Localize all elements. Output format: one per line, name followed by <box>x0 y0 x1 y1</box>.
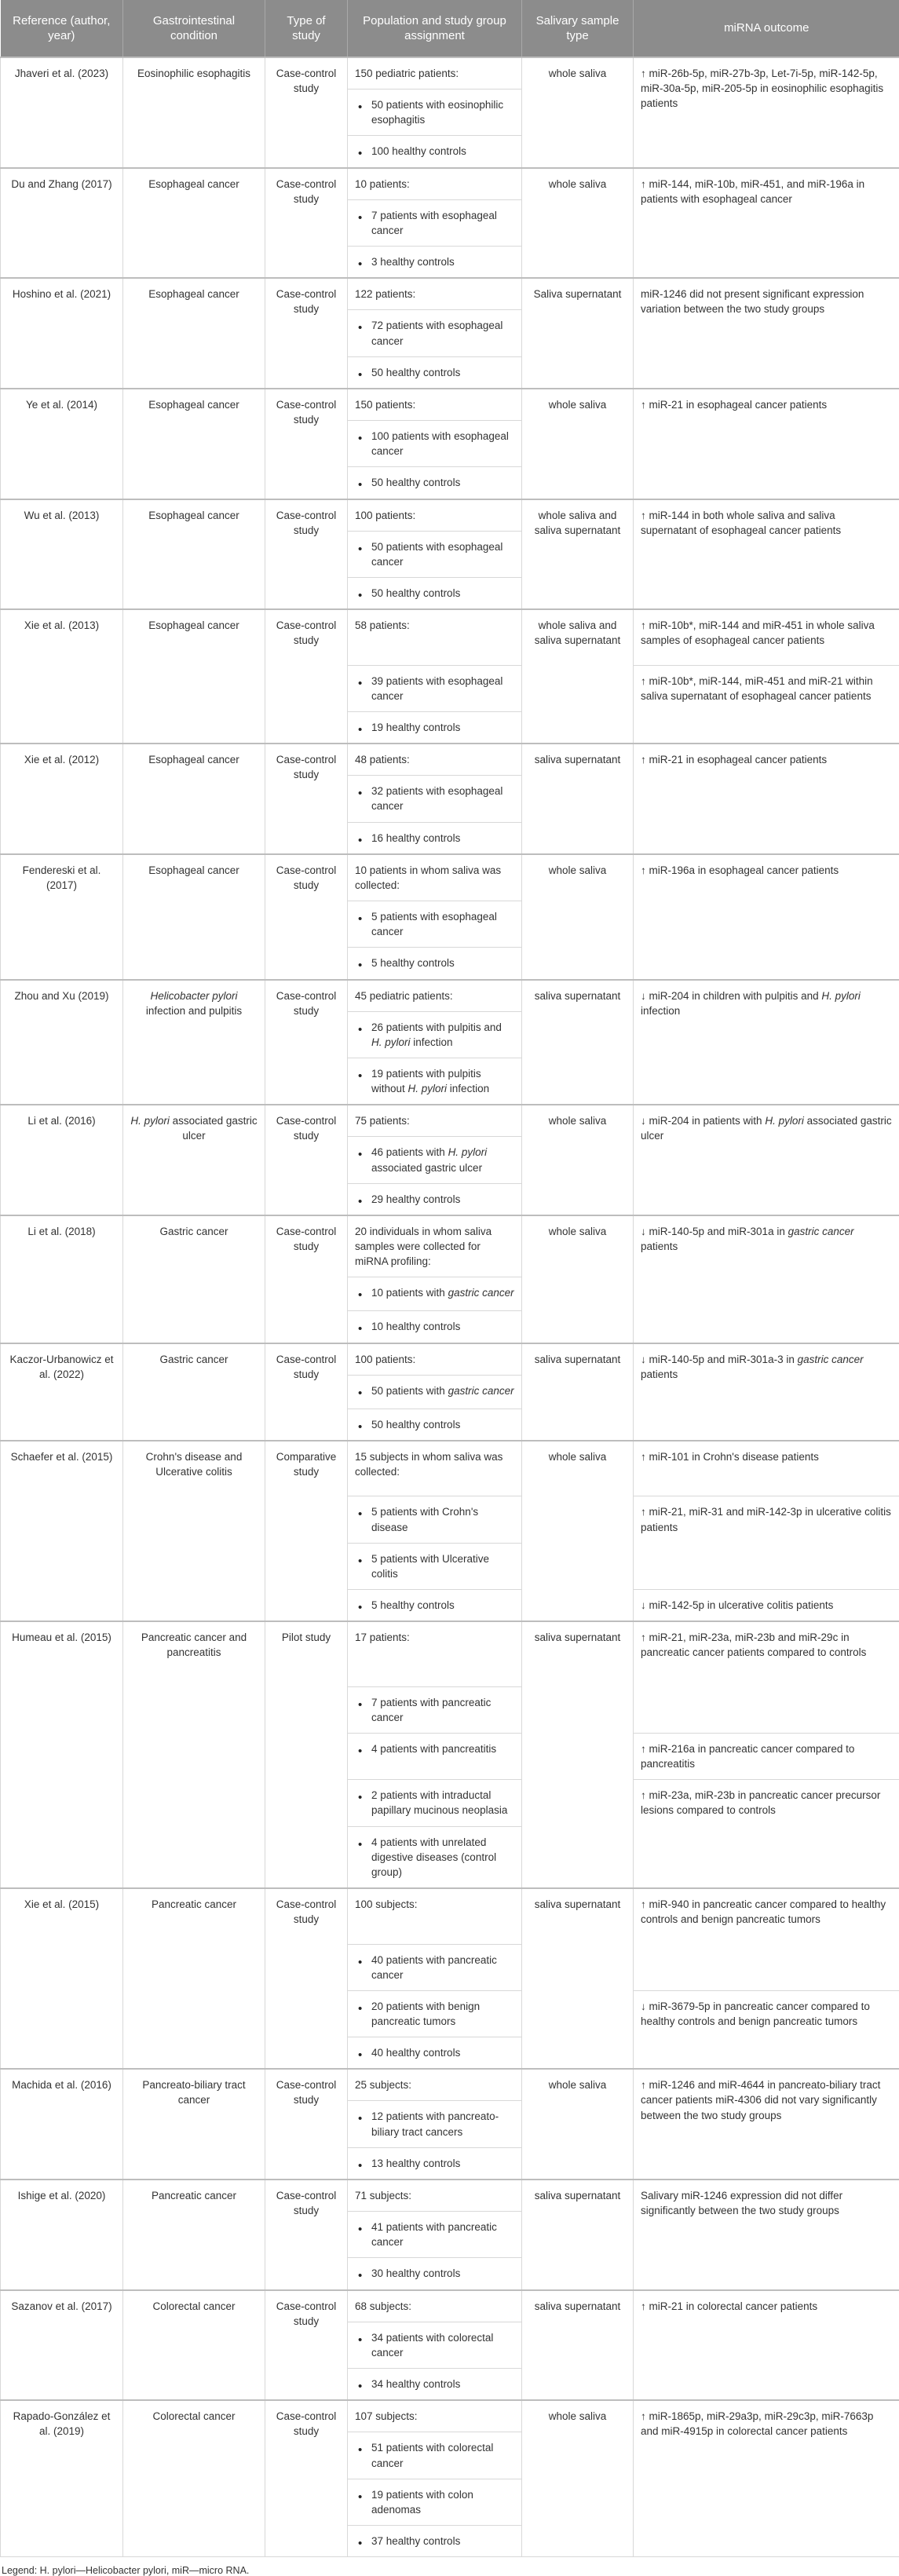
population-cell: 48 patients: <box>348 744 522 776</box>
condition-cell: Esophageal cancer <box>123 609 265 744</box>
study-type-cell: Case-control study <box>265 389 348 499</box>
outcome-cell: ↓ miR-204 in patients with H. pylori associated gastric ulcer <box>634 1105 899 1215</box>
study-type-cell: Case-control study <box>265 2180 348 2290</box>
reference-cell: Xie et al. (2012) <box>1 744 123 854</box>
table-row <box>1 1105 899 1137</box>
condition-cell: Helicobacter pylori infection and pulpitis <box>123 980 265 1105</box>
subgroup-text: • 20 patients with benign pancreatic tumors <box>371 2001 480 2027</box>
study-type-cell: Case-control study <box>265 57 348 168</box>
reference-cell: Ishige et al. (2020) <box>1 2180 123 2290</box>
condition-cell: Esophageal cancer <box>123 168 265 279</box>
study-type-cell: Case-control study <box>265 168 348 279</box>
reference-cell: Xie et al. (2015) <box>1 1888 123 2069</box>
subgroup-text: • 7 patients with esophageal cancer <box>371 210 497 236</box>
population-cell: 150 pediatric patients: <box>348 57 522 90</box>
population-subgroup <box>348 2322 522 2368</box>
population-subgroup <box>348 2258 522 2290</box>
subgroup-text: • 100 patients with esophageal cancer <box>371 430 509 457</box>
population-cell: 100 patients: <box>348 499 522 532</box>
subgroup-text: • 46 patients with H. pylori associated gastric ulcer <box>371 1146 487 1173</box>
subgroup-text: • 50 healthy controls <box>371 1419 460 1431</box>
subgroup-text: • 29 healthy controls <box>371 1193 460 1205</box>
reference-cell: Li et al. (2016) <box>1 1105 123 1215</box>
condition-cell: Colorectal cancer <box>123 2290 265 2401</box>
subgroup-text: • 50 healthy controls <box>371 587 460 599</box>
population-subgroup <box>348 2369 522 2401</box>
subgroup-text: • 26 patients with pulpitis and H. pylori infection <box>371 1021 502 1048</box>
outcome-cell: ↑ miR-21 in esophageal cancer patients <box>634 389 899 499</box>
population-subgroup <box>348 2147 522 2180</box>
population-subgroup <box>348 1375 522 1409</box>
subgroup-text: • 19 patients with colon adenomas <box>371 2489 473 2516</box>
population-subgroup <box>348 577 522 609</box>
sample-type-cell: whole saliva <box>522 389 634 499</box>
condition-cell: Eosinophilic esophagitis <box>123 57 265 168</box>
header-row <box>1 0 899 57</box>
subgroup-text: • 7 patients with pancreatic cancer <box>371 1697 491 1723</box>
subgroup-text: • 19 healthy controls <box>371 722 460 733</box>
study-type-cell: Case-control study <box>265 744 348 854</box>
population-subgroup <box>348 2037 522 2070</box>
subgroup-text: • 16 healthy controls <box>371 832 460 844</box>
condition-cell: Colorectal cancer <box>123 2400 265 2556</box>
population-cell: 17 patients: <box>348 1621 522 1686</box>
population-subgroup <box>348 948 522 980</box>
population-subgroup <box>348 901 522 948</box>
population-subgroup <box>348 1409 522 1441</box>
reference-cell: Rapado-González et al. (2019) <box>1 2400 123 2556</box>
table-row <box>1 1215 899 1277</box>
subgroup-text: • 34 patients with colorectal cancer <box>371 2332 493 2359</box>
header-sample-type: Salivary sample type <box>522 0 634 57</box>
sample-type-cell: whole saliva <box>522 2400 634 2556</box>
subgroup-text: • 5 healthy controls <box>371 957 455 969</box>
study-type-cell: Case-control study <box>265 1105 348 1215</box>
reference-cell: Jhaveri et al. (2023) <box>1 57 123 168</box>
sample-type-cell: Saliva supernatant <box>522 278 634 389</box>
population-subgroup <box>348 2432 522 2479</box>
sample-type-cell: saliva supernatant <box>522 1343 634 1441</box>
sample-type-cell: saliva supernatant <box>522 744 634 854</box>
reference-cell: Xie et al. (2013) <box>1 609 123 744</box>
table-row <box>1 2400 899 2432</box>
table-row <box>1 744 899 776</box>
header-population: Population and study group assignment <box>348 0 522 57</box>
subgroup-text: • 51 patients with colorectal cancer <box>371 2442 493 2468</box>
population-cell: 68 subjects: <box>348 2290 522 2322</box>
condition-cell: H. pylori associated gastric ulcer <box>123 1105 265 1215</box>
outcome-cell: ↓ miR-140-5p and miR-301a-3 in gastric cancer patients <box>634 1343 899 1441</box>
sample-type-cell: whole saliva <box>522 1215 634 1343</box>
subgroup-text: • 2 patients with intraductal papillary mucinous neoplasia <box>371 1789 507 1816</box>
population-subgroup <box>348 356 522 389</box>
subgroup-text: • 50 healthy controls <box>371 477 460 488</box>
outcome-cell: ↑ miR-23a, miR-23b in pancreatic cancer precursor lesions compared to controls <box>634 1780 899 1888</box>
header-reference: Reference (author, year) <box>1 0 123 57</box>
population-subgroup <box>348 776 522 822</box>
reference-cell: Sazanov et al. (2017) <box>1 2290 123 2401</box>
population-subgroup <box>348 711 522 744</box>
study-type-cell: Case-control study <box>265 1343 348 1441</box>
outcome-cell: ↑ miR-10b*, miR-144 and miR-451 in whole saliva samples of esophageal cancer patients <box>634 609 899 665</box>
sample-type-cell: whole saliva <box>522 168 634 279</box>
population-subgroup <box>348 90 522 136</box>
table-row <box>1 2180 899 2212</box>
header-study-type: Type of study <box>265 0 348 57</box>
subgroup-text: • 50 patients with eosinophilic esophagitis <box>371 99 503 126</box>
population-subgroup <box>348 1826 522 1888</box>
subgroup-text: • 34 healthy controls <box>371 2378 460 2390</box>
population-subgroup <box>348 1780 522 1826</box>
subgroup-text: • 50 healthy controls <box>371 367 460 378</box>
population-subgroup <box>348 199 522 246</box>
study-type-cell: Case-control study <box>265 2290 348 2401</box>
header-outcome: miRNA outcome <box>634 0 899 57</box>
table-row <box>1 854 899 901</box>
population-subgroup <box>348 1686 522 1733</box>
reference-cell: Schaefer et al. (2015) <box>1 1441 123 1621</box>
outcome-cell: ↑ miR-196a in esophageal cancer patients <box>634 854 899 980</box>
population-subgroup <box>348 1137 522 1183</box>
table-row <box>1 1343 899 1376</box>
outcome-cell: ↑ miR-21 in esophageal cancer patients <box>634 744 899 854</box>
population-cell: 10 patients: <box>348 168 522 200</box>
population-subgroup <box>348 1277 522 1311</box>
sample-type-cell: whole saliva <box>522 57 634 168</box>
sample-type-cell: whole saliva <box>522 854 634 980</box>
table-row <box>1 2069 899 2101</box>
table-row <box>1 609 899 665</box>
subgroup-text: • 50 patients with esophageal cancer <box>371 541 502 568</box>
sample-type-cell: whole saliva <box>522 2069 634 2180</box>
sample-type-cell: saliva supernatant <box>522 2290 634 2401</box>
subgroup-text: • 4 patients with unrelated digestive diseases (control group) <box>371 1836 496 1878</box>
study-type-cell: Case-control study <box>265 278 348 389</box>
sample-type-cell: whole saliva <box>522 1441 634 1621</box>
table-row <box>1 57 899 90</box>
subgroup-text: • 12 patients with pancreato-biliary tract cancers <box>371 2110 499 2137</box>
population-subgroup <box>348 2525 522 2556</box>
table-row <box>1 499 899 532</box>
table-row <box>1 1621 899 1686</box>
reference-cell: Hoshino et al. (2021) <box>1 278 123 389</box>
outcome-cell: Salivary miR-1246 expression did not differ significantly between the two study groups <box>634 2180 899 2290</box>
subgroup-text: • 4 patients with pancreatitis <box>371 1743 496 1755</box>
condition-cell: Gastric cancer <box>123 1215 265 1343</box>
reference-cell: Kaczor-Urbanowicz et al. (2022) <box>1 1343 123 1441</box>
population-subgroup <box>348 1311 522 1343</box>
population-subgroup <box>348 136 522 168</box>
sample-type-cell: saliva supernatant <box>522 1621 634 1888</box>
sample-type-cell: saliva supernatant <box>522 2180 634 2290</box>
study-type-cell: Case-control study <box>265 854 348 980</box>
table-row <box>1 278 899 310</box>
table-row <box>1 1888 899 1944</box>
population-cell: 45 pediatric patients: <box>348 980 522 1012</box>
population-subgroup <box>348 1058 522 1105</box>
outcome-cell: ↑ miR-1246 and miR-4644 in pancreato-biliary tract cancer patients miR-4306 did not vary significantly between the two study groups <box>634 2069 899 2180</box>
outcome-cell: ↑ miR-144 in both whole saliva and saliva supernatant of esophageal cancer patients <box>634 499 899 610</box>
reference-cell: Du and Zhang (2017) <box>1 168 123 279</box>
study-type-cell: Comparative study <box>265 1441 348 1621</box>
reference-cell: Li et al. (2018) <box>1 1215 123 1343</box>
condition-cell: Pancreato-biliary tract cancer <box>123 2069 265 2180</box>
condition-cell: Esophageal cancer <box>123 854 265 980</box>
condition-cell: Crohn's disease and Ulcerative colitis <box>123 1441 265 1621</box>
sample-type-cell: saliva supernatant <box>522 980 634 1105</box>
subgroup-text: • 32 patients with esophageal cancer <box>371 785 502 812</box>
subgroup-text: • 37 healthy controls <box>371 2535 460 2547</box>
population-cell: 15 subjects in whom saliva was collected: <box>348 1441 522 1496</box>
population-subgroup <box>348 421 522 467</box>
population-subgroup <box>348 1733 522 1779</box>
population-subgroup <box>348 247 522 279</box>
study-type-cell: Case-control study <box>265 1215 348 1343</box>
subgroup-text: • 40 patients with pancreatic cancer <box>371 1954 497 1981</box>
population-subgroup <box>348 665 522 711</box>
condition-cell: Pancreatic cancer <box>123 2180 265 2290</box>
outcome-cell: ↓ miR-3679-5p in pancreatic cancer compared to healthy controls and benign pancreatic tumors <box>634 1990 899 2069</box>
subgroup-text: • 10 healthy controls <box>371 1321 460 1332</box>
study-type-cell: Case-control study <box>265 2069 348 2180</box>
condition-cell: Esophageal cancer <box>123 389 265 499</box>
population-subgroup <box>348 1589 522 1621</box>
population-cell: 71 subjects: <box>348 2180 522 2212</box>
subgroup-text: • 19 patients with pulpitis without H. pylori infection <box>371 1068 489 1094</box>
outcome-cell: ↑ miR-101 in Crohn's disease patients <box>634 1441 899 1496</box>
table-body <box>1 57 899 2557</box>
outcome-cell: ↑ miR-10b*, miR-144, miR-451 and miR-21 within saliva supernatant of esophageal cancer patients <box>634 665 899 744</box>
population-subgroup <box>348 1944 522 1990</box>
sample-type-cell: saliva supernatant <box>522 1888 634 2069</box>
condition-cell: Pancreatic cancer <box>123 1888 265 2069</box>
population-subgroup <box>348 822 522 854</box>
population-subgroup <box>348 1543 522 1589</box>
condition-cell: Gastric cancer <box>123 1343 265 1441</box>
subgroup-text: • 5 patients with Crohn's disease <box>371 1506 478 1533</box>
reference-cell: Ye et al. (2014) <box>1 389 123 499</box>
outcome-cell: ↑ miR-216a in pancreatic cancer compared to pancreatitis <box>634 1733 899 1779</box>
table-row <box>1 980 899 1012</box>
study-type-cell: Case-control study <box>265 499 348 610</box>
reference-cell: Wu et al. (2013) <box>1 499 123 610</box>
subgroup-text: • 41 patients with pancreatic cancer <box>371 2221 497 2248</box>
condition-cell: Pancreatic cancer and pancreatitis <box>123 1621 265 1888</box>
subgroup-text: • 5 patients with Ulcerative colitis <box>371 1553 489 1580</box>
outcome-cell: ↑ miR-1865p, miR-29a3p, miR-29c3p, miR-7663p and miR-4915p in colorectal cancer patients <box>634 2400 899 2556</box>
population-subgroup <box>348 2101 522 2147</box>
reference-cell: Fendereski et al. (2017) <box>1 854 123 980</box>
outcome-cell: ↑ miR-940 in pancreatic cancer compared to healthy controls and benign pancreatic tumors <box>634 1888 899 1990</box>
subgroup-text: • 3 healthy controls <box>371 256 455 268</box>
reference-cell: Humeau et al. (2015) <box>1 1621 123 1888</box>
subgroup-text: • 30 healthy controls <box>371 2267 460 2279</box>
population-subgroup <box>348 2212 522 2258</box>
population-cell: 25 subjects: <box>348 2069 522 2101</box>
population-subgroup <box>348 1496 522 1543</box>
population-cell: 75 patients: <box>348 1105 522 1137</box>
subgroup-text: • 5 healthy controls <box>371 1599 455 1611</box>
study-type-cell: Case-control study <box>265 980 348 1105</box>
population-subgroup <box>348 467 522 499</box>
population-cell: 100 patients: <box>348 1343 522 1376</box>
condition-cell: Esophageal cancer <box>123 278 265 389</box>
subgroup-text: • 10 patients with gastric cancer <box>371 1287 514 1299</box>
subgroup-text: • 5 patients with esophageal cancer <box>371 911 497 937</box>
population-cell: 107 subjects: <box>348 2400 522 2432</box>
outcome-cell: ↑ miR-21 in colorectal cancer patients <box>634 2290 899 2401</box>
sample-type-cell: whole saliva and saliva supernatant <box>522 609 634 744</box>
table-row <box>1 389 899 421</box>
subgroup-text: • 39 patients with esophageal cancer <box>371 675 502 702</box>
population-cell: 58 patients: <box>348 609 522 665</box>
table-legend: Legend: H. pylori—Helicobacter pylori, miR—micro RNA. <box>0 2557 899 2576</box>
population-cell: 150 patients: <box>348 389 522 421</box>
outcome-cell: ↑ miR-144, miR-10b, miR-451, and miR-196a in patients with esophageal cancer <box>634 168 899 279</box>
outcome-cell: miR-1246 did not present significant expression variation between the two study groups <box>634 278 899 389</box>
population-cell: 100 subjects: <box>348 1888 522 1944</box>
sample-type-cell: whole saliva and saliva supernatant <box>522 499 634 610</box>
outcome-cell: ↓ miR-140-5p and miR-301a in gastric cancer patients <box>634 1215 899 1343</box>
condition-cell: Esophageal cancer <box>123 744 265 854</box>
population-subgroup <box>348 1183 522 1215</box>
population-subgroup <box>348 2479 522 2525</box>
table-row <box>1 1441 899 1496</box>
subgroup-text: • 40 healthy controls <box>371 2047 460 2059</box>
reference-cell: Machida et al. (2016) <box>1 2069 123 2180</box>
reference-cell: Zhou and Xu (2019) <box>1 980 123 1105</box>
population-subgroup <box>348 1990 522 2037</box>
population-subgroup <box>348 531 522 577</box>
study-type-cell: Case-control study <box>265 2400 348 2556</box>
outcome-cell: ↑ miR-21, miR-23a, miR-23b and miR-29c in pancreatic cancer patients compared to controls <box>634 1621 899 1733</box>
outcome-cell: ↑ miR-21, miR-31 and miR-142-3p in ulcerative colitis patients <box>634 1496 899 1590</box>
outcome-cell: ↑ miR-26b-5p, miR-27b-3p, Let-7i-5p, miR-142-5p, miR-30a-5p, miR-205-5p in eosinophilic esophagitis patients <box>634 57 899 168</box>
study-type-cell: Case-control study <box>265 1888 348 2069</box>
subgroup-text: • 13 healthy controls <box>371 2158 460 2169</box>
subgroup-text: • 72 patients with esophageal cancer <box>371 320 502 346</box>
population-cell: 20 individuals in whom saliva samples were collected for miRNA profiling: <box>348 1215 522 1277</box>
sample-type-cell: whole saliva <box>522 1105 634 1215</box>
subgroup-text: • 100 healthy controls <box>371 145 466 157</box>
header-condition: Gastrointestinal condition <box>123 0 265 57</box>
population-cell: 122 patients: <box>348 278 522 310</box>
table-row <box>1 2290 899 2322</box>
subgroup-text: • 50 patients with gastric cancer <box>371 1385 514 1397</box>
study-type-cell: Case-control study <box>265 609 348 744</box>
table-row <box>1 168 899 200</box>
population-subgroup <box>348 310 522 356</box>
study-type-cell: Pilot study <box>265 1621 348 1888</box>
outcome-cell: ↓ miR-142-5p in ulcerative colitis patients <box>634 1589 899 1621</box>
population-cell: 10 patients in whom saliva was collected: <box>348 854 522 901</box>
condition-cell: Esophageal cancer <box>123 499 265 610</box>
outcome-cell: ↓ miR-204 in children with pulpitis and H. pylori infection <box>634 980 899 1105</box>
population-subgroup <box>348 1011 522 1058</box>
